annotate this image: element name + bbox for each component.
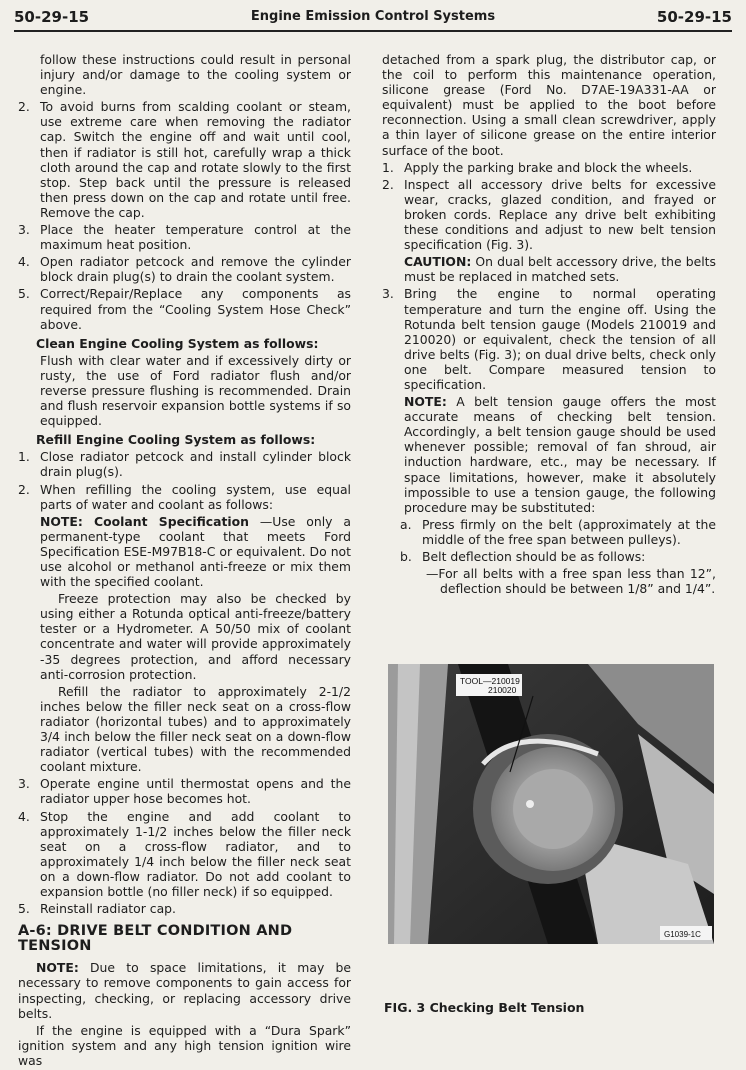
list-item xyxy=(18,286,351,331)
item-text: Correct/Repair/Replace any components as required from the “Cooling System Hose Check” above. xyxy=(40,286,351,332)
item-number: 4. xyxy=(18,254,30,270)
item-number: 5. xyxy=(18,901,30,917)
list-item xyxy=(400,517,716,547)
paragraph: If the engine is equipped with a “Dura Spark” ignition system and any high tension ignition wire was xyxy=(18,1022,351,1068)
header-rule xyxy=(14,30,732,32)
item-text: Open radiator petcock and remove the cylinder block drain plug(s) to drain the coolant system. xyxy=(40,254,351,285)
item-number: 3. xyxy=(382,286,394,302)
note-label: NOTE: Coolant Specification xyxy=(40,513,249,529)
list-item xyxy=(18,809,351,900)
list-item xyxy=(18,222,351,252)
tool-label-line1: TOOL—210019 xyxy=(460,676,520,686)
note-text: Due to space limitations, it may be necessary to remove components to gain access for inspecting, checking, or replacing accessory drive belts. xyxy=(18,960,351,1021)
item-text: Reinstall radiator cap. xyxy=(40,901,176,917)
item-number: 2. xyxy=(382,176,394,192)
figure-caption: FIG. 3 Checking Belt Tension xyxy=(384,1000,585,1015)
note-label: NOTE: xyxy=(36,960,79,976)
list-item xyxy=(18,449,351,479)
final-steps-list xyxy=(18,776,351,916)
page-number-left: 50-29-15 xyxy=(14,8,90,26)
item-letter: b. xyxy=(400,549,412,564)
belt-steps-list xyxy=(382,160,716,597)
note-text: —Use only a permanent-type coolant that meets Ford Specification ESE-M97B18-C or equivalent. Do not use alcohol or methanol anti-freeze or mix them with the specified coolant. xyxy=(40,513,351,590)
belt-tension-photo xyxy=(388,664,714,944)
list-item xyxy=(382,160,716,175)
coolant-note xyxy=(18,514,351,589)
note-text: A belt tension gauge offers the most accurate means of checking belt tension. Accordingly, a belt tension gauge should be used whenever possible; removal of fan shroud, air induction hardware, etc., may be necessary. If space limitations, however, make it absolutely impossible to use a tension gauge, the following procedure may be substituted: xyxy=(404,394,716,515)
paragraph: Freeze protection may also be checked by using either a Rotunda optical anti-freeze/battery tester or a Hydrometer. A 50/50 mix of coolant concentrate and water will provide approximately -35 degrees protection, and afford necessary anti-corrosion protection. xyxy=(40,591,351,682)
item-text: Stop the engine and add coolant to approximately 1-1/2 inches below the filler neck seat on a cross-flow radiator, and to approximately 1/4 inch below the filler neck seat on a down-flow radiator. Do not add coolant to expansion bottle (no filler neck) if so equipped. xyxy=(40,808,351,899)
item-letter: a. xyxy=(400,516,412,532)
item-text: Apply the parking brake and block the wheels. xyxy=(404,159,693,175)
section-title: A-6: DRIVE BELT CONDITION AND TENSION xyxy=(18,923,293,955)
item-text: Inspect all accessory drive belts for excessive wear, cracks, glazed condition, and frayed or broken cords. Replace any drive belt exhibiting these conditions and adjust to new belt tension specification (Fig. 3). xyxy=(404,176,716,253)
paragraph: detached from a spark plug, the distributor cap, or the coil to perform this maintenance operation, silicone grease (Ford No. D7AE-19A331-AA or equivalent) must be applied to the boot before reconnection. Using a small clean screwdriver, apply a thin layer of silicone grease on the entire interior surface of the boot. xyxy=(382,52,716,158)
item-text: When refilling the cooling system, use equal parts of water and coolant as follows: xyxy=(40,481,351,512)
item-text: Place the heater temperature control at the maximum heat position. xyxy=(40,222,351,253)
list-item xyxy=(18,99,351,220)
gauge-screw xyxy=(526,800,534,808)
drain-steps-list xyxy=(18,99,351,331)
item-number: 4. xyxy=(18,808,30,824)
sub-steps-list xyxy=(382,517,716,564)
item-number: 1. xyxy=(18,449,30,465)
item-text: Close radiator petcock and install cylinder block drain plug(s). xyxy=(40,449,351,480)
deflection-spec: —For all belts with a free span less than 12”, deflection should be between 1/8” and 1/4”. xyxy=(426,566,716,597)
caution-label: CAUTION: xyxy=(404,254,472,270)
clean-heading: Clean Engine Cooling System as follows: xyxy=(36,335,319,351)
section-note xyxy=(18,960,351,1020)
list-item xyxy=(18,482,351,512)
left-column xyxy=(18,52,351,1070)
list-item xyxy=(18,776,351,806)
note-label: NOTE: xyxy=(404,394,447,410)
page-number-right: 50-29-15 xyxy=(656,8,732,26)
item-text: Belt deflection should be as follows: xyxy=(422,549,646,564)
paragraph: Refill the radiator to approximately 2-1/2 inches below the filler neck seat on a cross-flow radiator (horizontal tubes) and to approximately 3/4 inch below the filler neck seat on a down-flow radiator (vertical tubes) with the recommended coolant mixture. xyxy=(40,683,351,775)
list-item xyxy=(382,286,716,392)
list-item xyxy=(382,177,716,252)
photo-illustration xyxy=(388,664,714,944)
item-number: 2. xyxy=(18,481,30,497)
list-item xyxy=(18,901,351,916)
item-text: Press firmly on the belt (approximately at the middle of the free span between pulleys). xyxy=(422,516,716,547)
item-text: Operate engine until thermostat opens and the radiator upper hose becomes hot. xyxy=(40,776,351,807)
right-column xyxy=(382,52,716,598)
caution-text: On dual belt accessory drive, the belts must be replaced in matched sets. xyxy=(404,254,716,285)
item-number: 5. xyxy=(18,286,30,302)
paragraph: follow these instructions could result in personal injury and/or damage to the cooling system or engine. xyxy=(40,52,351,98)
refill-steps-list xyxy=(18,449,351,511)
tension-note xyxy=(382,394,716,515)
item-text: To avoid burns from scalding coolant or steam, use extreme care when removing the radiator cap. Switch the engine off and wait until cool, then if radiator is still hot, carefully wrap a thick cloth around the cap and rotate slowly to the first stop. Step back until the pressure is released then press down on the cap and rotate until free. Remove the cap. xyxy=(40,99,351,220)
refill-heading: Refill Engine Cooling System as follows: xyxy=(36,432,316,448)
page-title: Engine Emission Control Systems xyxy=(250,9,496,24)
item-text: Bring the engine to normal operating temperature and turn the engine off. Using the Rotunda belt tension gauge (Models 210019 and 210020) or equivalent, check the tension of all drive belts (Fig. 3); on dual drive belts, check only one belt. Compare measured tension to specification. xyxy=(404,286,716,392)
gauge-face xyxy=(513,769,593,849)
paragraph: Flush with clear water and if excessively dirty or rusty, the use of Ford radiator flush and/or reverse pressure flushing is recommended. Drain and flush reservoir expansion bottle systems if so equipped. xyxy=(40,352,351,429)
tool-label-line2: 210020 xyxy=(488,685,517,695)
page-header xyxy=(14,8,732,32)
item-number: 1. xyxy=(382,159,394,175)
list-item xyxy=(400,549,716,564)
item-number: 2. xyxy=(18,99,30,115)
figure-id: G1039-1C xyxy=(664,930,701,939)
list-item xyxy=(18,254,351,284)
item-number: 3. xyxy=(18,776,30,792)
caution-note xyxy=(382,254,716,284)
item-number: 3. xyxy=(18,222,30,238)
